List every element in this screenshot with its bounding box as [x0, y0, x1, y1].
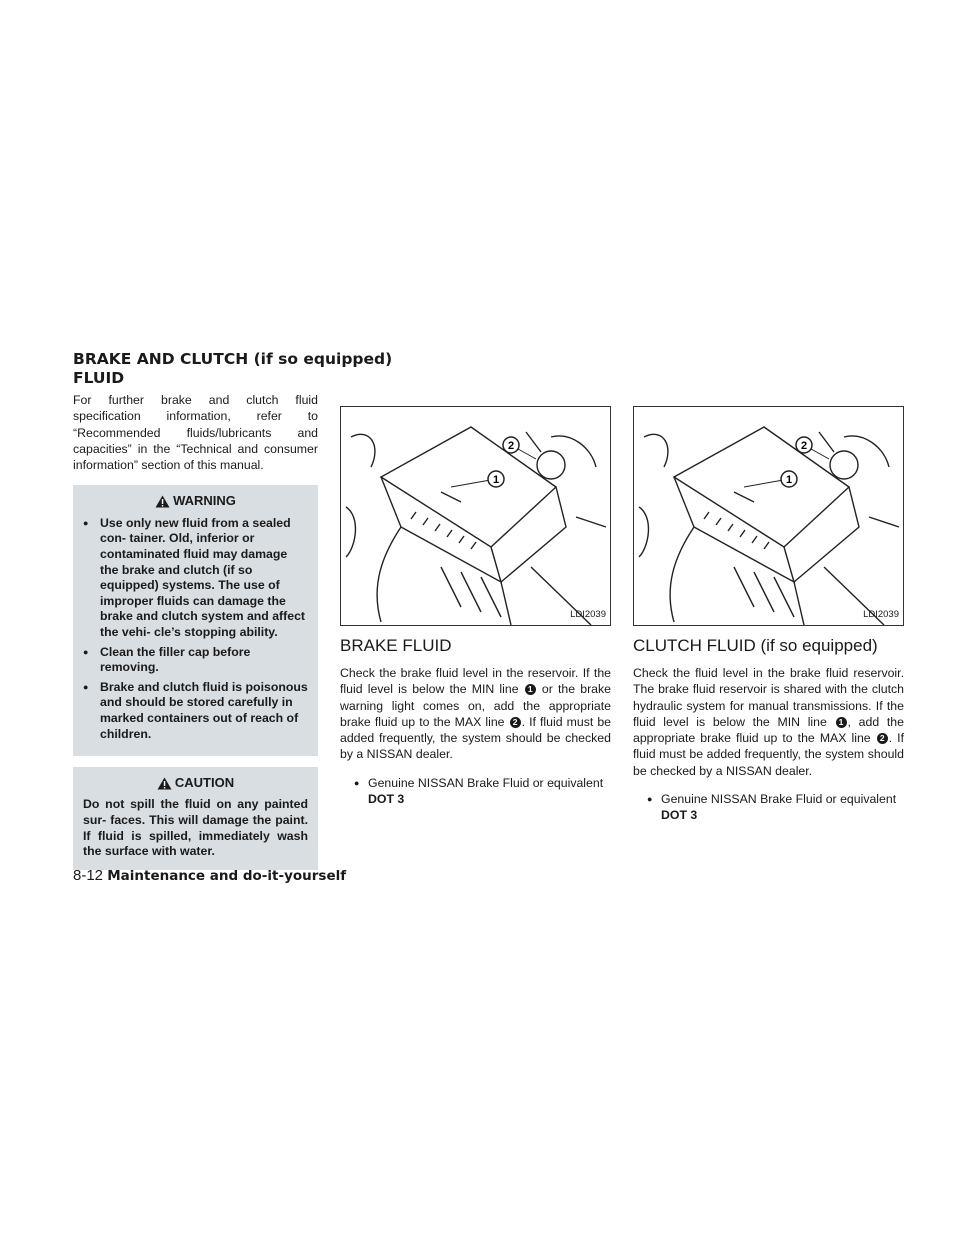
caution-triangle-icon	[157, 777, 172, 790]
clutch-fluid-heading: CLUTCH FLUID (if so equipped)	[633, 636, 878, 655]
callout-1-icon: 1	[525, 684, 536, 695]
caution-header	[83, 775, 308, 791]
callout-1-icon: 1	[836, 717, 847, 728]
figure-code: LDI2039	[863, 608, 899, 620]
page-number: 8-12	[73, 867, 104, 884]
brake-fluid-spec	[340, 775, 611, 808]
callout-label-1: 1	[492, 474, 500, 486]
callout-2-icon: 2	[510, 717, 521, 728]
clutch-text-1: Check the fluid level in the brake fluid reservoir. The brake fluid reservoir is shared with the clutch hydraulic system for manual transmissions. If the fluid level is below the MIN line	[633, 666, 904, 729]
caution-box	[73, 767, 318, 870]
brake-spec-text: Genuine NISSAN Brake Fluid or equivalent	[368, 775, 604, 790]
clutch-text-2: , add the appropriate brake fluid up to the MAX line	[633, 714, 904, 746]
caution-text: Do not spill the fluid on any painted sur- faces. This will damage the paint. If fluid is spilled, immediately wash the surface with water.	[83, 797, 308, 859]
brake-text-3: . If fluid must be added frequently, the system should be checked by a NISSAN dealer.	[340, 714, 611, 762]
brake-fluid-paragraph	[340, 665, 611, 763]
column-left	[73, 392, 318, 881]
clutch-fluid-paragraph	[633, 665, 904, 779]
brake-text-2: or the brake warning light comes on, add the appropriate brake fluid up to the MAX line	[340, 682, 611, 729]
callout-label-2: 2	[507, 440, 515, 452]
reservoir-illustration	[634, 407, 903, 625]
warning-list	[83, 516, 308, 742]
clutch-text-3: . If fluid must be added frequently, the system should be checked by a NISSAN dealer.	[633, 731, 904, 778]
clutch-spec-text: Genuine NISSAN Brake Fluid or equivalent	[661, 792, 897, 807]
callout-label-1: 1	[785, 474, 793, 486]
warning-item: ● Brake and clutch fluid is poisonous and should be stored carefully in marked containers out of reach of children.	[83, 680, 308, 742]
column-clutch	[633, 406, 904, 824]
caution-title: CAUTION	[174, 775, 235, 791]
page-footer	[73, 867, 346, 884]
clutch-spec-dot: DOT 3	[661, 808, 698, 823]
callout-2-icon: 2	[877, 733, 888, 744]
intro-paragraph: For further brake and clutch fluid specification information, refer to “Recommended fluids/lubricants and capacities” in the “Technical and consumer information” section of this manual.	[73, 393, 318, 473]
section-title-line-1: BRAKE AND CLUTCH (if so equipped)	[73, 350, 393, 368]
section-title	[73, 350, 392, 388]
reservoir-illustration	[341, 407, 610, 625]
chapter-title: Maintenance and do-it-yourself	[107, 868, 347, 884]
brake-fluid-heading: BRAKE FLUID	[340, 636, 452, 655]
section-title-line-2: FLUID	[73, 369, 125, 387]
brake-spec-dot: DOT 3	[368, 792, 405, 807]
clutch-reservoir-figure	[633, 406, 904, 626]
clutch-fluid-spec	[633, 791, 904, 824]
brake-reservoir-figure	[340, 406, 611, 626]
callout-label-2: 2	[800, 440, 808, 452]
warning-triangle-icon	[155, 495, 170, 508]
warning-title: WARNING	[173, 493, 236, 509]
warning-item: ● Use only new fluid from a sealed con- tainer. Old, inferior or contaminated fluid may damage the brake and clutch (if so equipped) systems. The use of improper fluids can damage the brake and clutch system and affect the vehi- cle’s stopping ability.	[83, 516, 308, 641]
brake-text-1: Check the brake fluid level in the reservoir. If the fluid level is below the MIN line	[340, 666, 611, 697]
warning-header	[83, 493, 308, 509]
warning-item: ● Clean the filler cap before removing.	[83, 645, 308, 676]
figure-code: LDI2039	[570, 608, 606, 620]
column-brake	[340, 406, 611, 807]
warning-box	[73, 485, 318, 756]
